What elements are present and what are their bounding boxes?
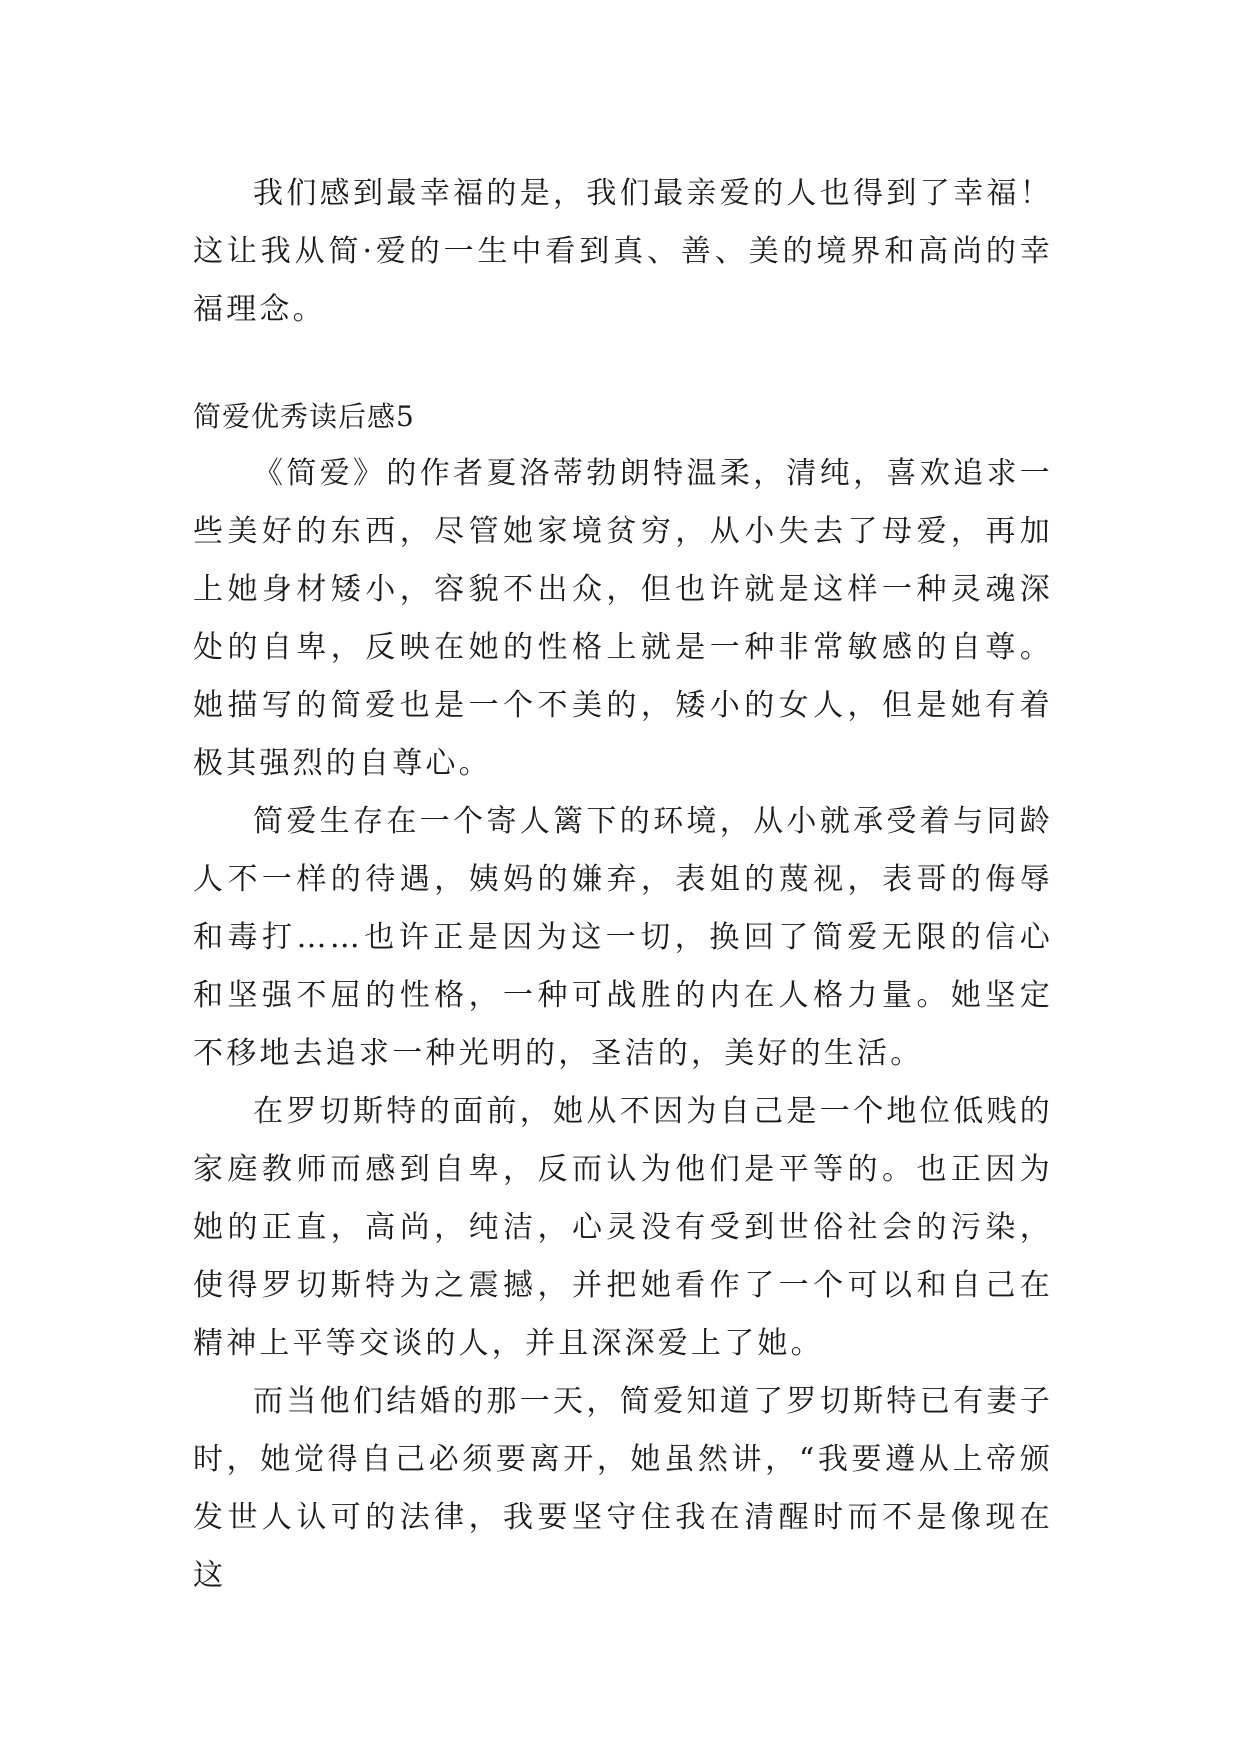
body-paragraph: 简爱生存在一个寄人篱下的环境，从小就承受着与同龄人不一样的待遇，姨妈的嫌弃，表姐的蔑视，表哥的侮辱和毒打……也许正是因为这一切，换回了简爱无限的信心和坚强不屈的性格，一种可战胜的内在人格力量。她坚定不移地去追求一种光明的，圣洁的，美好的生活。 <box>193 804 1053 1071</box>
body-paragraph: 《简爱》的作者夏洛蒂勃朗特温柔，清纯，喜欢追求一些美好的东西，尽管她家境贫穷，从小失去了母爱，再加上她身材矮小，容貌不出众，但也许就是这样一种灵魂深处的自卑，反映在她的性格上就是一种非常敏感的自尊。她描写的简爱也是一个不美的，矮小的女人，但是她有着极其强烈的自尊心。 <box>193 456 1053 781</box>
intro-paragraph: 我们感到最幸福的是，我们最亲爱的人也得到了幸福！这让我从简·爱的一生中看到真、善、美的境界和高尚的幸福理念。 <box>193 176 1053 327</box>
body-paragraph: 而当他们结婚的那一天，简爱知道了罗切斯特已有妻子时，她觉得自己必须要离开，她虽然讲，“我要遵从上帝颁发世人认可的法律，我要坚守住我在清醒时而不是像现在这 <box>193 1384 1053 1593</box>
intro-block <box>193 165 1053 339</box>
section-title: 简爱优秀读后感5 <box>193 400 415 433</box>
body-text <box>193 445 1053 1605</box>
body-paragraph: 在罗切斯特的面前，她从不因为自己是一个地位低贱的家庭教师而感到自卑，反而认为他们是平等的。也正因为她的正直，高尚，纯洁，心灵没有受到世俗社会的污染，使得罗切斯特为之震撼，并把她看作了一个可以和自己在精神上平等交谈的人，并且深深爱上了她。 <box>193 1094 1053 1361</box>
